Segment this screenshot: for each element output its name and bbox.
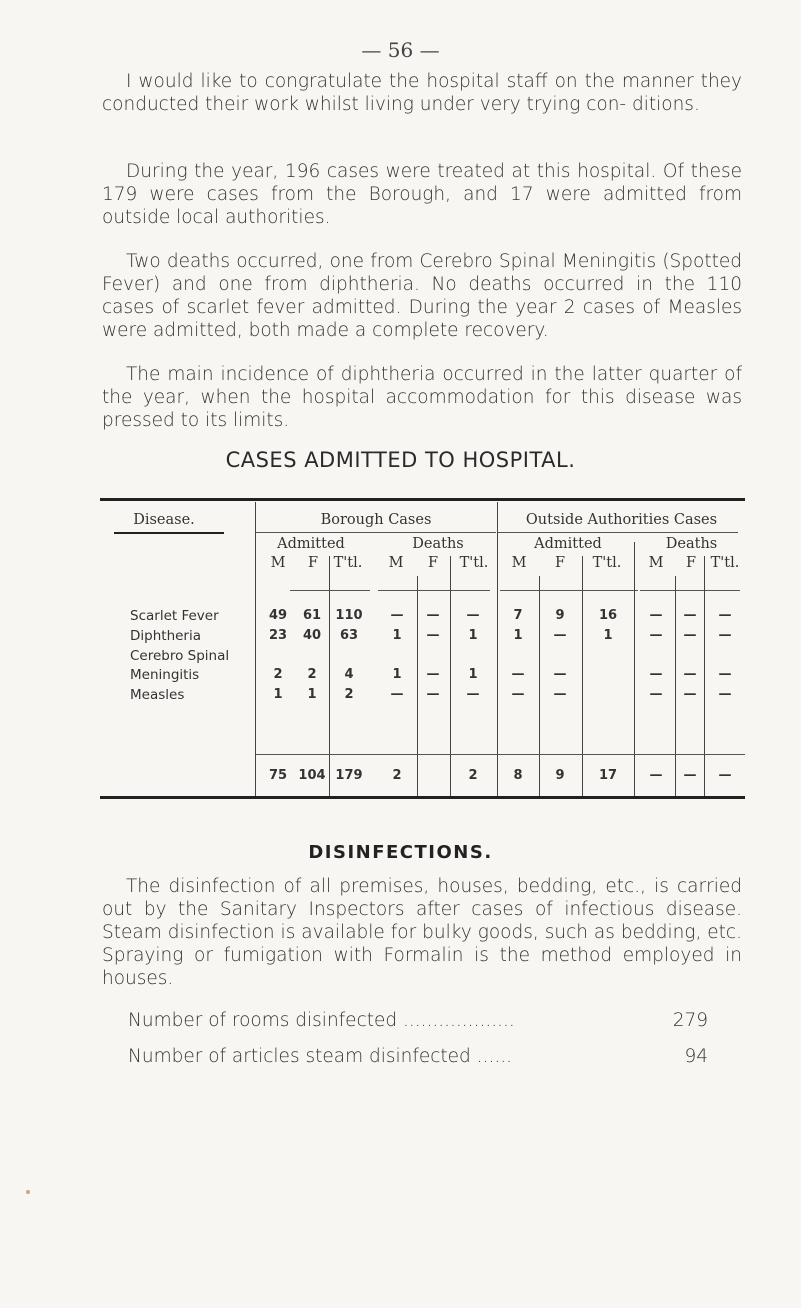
table-cell: —	[718, 667, 732, 682]
header-outside-admitted: Admitted	[534, 536, 602, 552]
cases-admitted-table	[100, 498, 745, 800]
table-cell: —	[683, 608, 697, 623]
row-label: Scarlet Fever	[130, 608, 219, 624]
table-cell: —	[718, 687, 732, 702]
table-cell: 1	[468, 667, 478, 682]
stat-label: Number of rooms disinfected ...................	[128, 1010, 515, 1031]
table-cell: —	[718, 608, 732, 623]
table-bottom-rule	[100, 796, 745, 799]
total-cell: 179	[335, 768, 363, 783]
paragraph-cases-treated: During the year, 196 cases were treated at this hospital. Of these 179 were cases from the Borough, and 17 were admitted from outside local authorities.	[102, 161, 742, 228]
row-label: Cerebro Spinal	[130, 648, 230, 664]
paper-speck	[26, 1190, 30, 1194]
table-cell: —	[426, 608, 440, 623]
header-ttl: T'tl.	[592, 555, 622, 571]
header-f: F	[307, 555, 319, 571]
header-f: F	[554, 555, 566, 571]
table-cell: 110	[335, 608, 363, 623]
table-cell: —	[426, 628, 440, 643]
header-disease: Disease.	[133, 512, 195, 528]
total-cell: 2	[468, 768, 478, 783]
table-cell: —	[718, 628, 732, 643]
header-borough-cases: Borough Cases	[320, 512, 432, 528]
header-m: M	[511, 555, 527, 571]
page-number: — 56 —	[361, 38, 440, 62]
paragraph-disinfection: The disinfection of all premises, houses, bedding, etc., is carried out by the Sanitary Inspectors after cases of infectious disease. Steam disinfection is available for bulky goods, such as bedding, etc. Spraying or fumigation with Formalin is the method employed in houses.	[102, 876, 742, 989]
total-cell: 2	[392, 768, 402, 783]
table-cell: —	[511, 687, 525, 702]
table-cell: 61	[302, 608, 322, 623]
total-cell: 75	[268, 768, 288, 783]
table-cell: 9	[555, 608, 565, 623]
table-cell: —	[466, 687, 480, 702]
table-cell: —	[683, 687, 697, 702]
table-cell: —	[466, 608, 480, 623]
header-m: M	[388, 555, 404, 571]
table-cell: 1	[307, 687, 317, 702]
table-cell: 7	[513, 608, 523, 623]
table-title: CASES ADMITTED TO HOSPITAL.	[225, 448, 576, 472]
table-cell: —	[390, 687, 404, 702]
table-cell: —	[553, 687, 567, 702]
table-cell: 1	[273, 687, 283, 702]
paragraph-diphtheria-incidence: The main incidence of diphtheria occurred in the latter quarter of the year, when the hospital accommodation for this disease was pressed to its limits.	[102, 364, 742, 431]
table-cell: 49	[268, 608, 288, 623]
table-cell: 63	[339, 628, 359, 643]
table-cell: 2	[273, 667, 283, 682]
table-cell: —	[649, 628, 663, 643]
stat-value: 279	[672, 1010, 708, 1031]
header-m: M	[648, 555, 664, 571]
header-ttl: T'tl.	[333, 555, 363, 571]
header-ttl: T'tl.	[710, 555, 740, 571]
total-cell: 8	[513, 768, 523, 783]
header-outside-deaths: Deaths	[665, 536, 718, 552]
table-cell: —	[649, 687, 663, 702]
table-top-rule	[100, 498, 745, 501]
row-label: Diphtheria	[130, 628, 202, 644]
table-cell: 40	[302, 628, 322, 643]
header-borough-admitted: Admitted	[277, 536, 345, 552]
stat-value: 94	[684, 1046, 708, 1067]
table-cell: 1	[392, 628, 402, 643]
header-outside-cases: Outside Authorities Cases	[525, 512, 718, 528]
table-cell: —	[390, 608, 404, 623]
table-cell: —	[426, 687, 440, 702]
header-f: F	[685, 555, 697, 571]
header-borough-deaths: Deaths	[412, 536, 464, 552]
header-m: M	[270, 555, 286, 571]
table-cell: 2	[307, 667, 317, 682]
row-label: Measles	[130, 687, 185, 703]
table-cell: —	[683, 628, 697, 643]
table-cell: 16	[598, 608, 618, 623]
table-cell: 23	[268, 628, 288, 643]
disinfections-heading: DISINFECTIONS.	[308, 842, 493, 863]
table-cell: 1	[392, 667, 402, 682]
row-label: Meningitis	[130, 667, 200, 683]
total-cell: 9	[555, 768, 565, 783]
table-cell: —	[649, 608, 663, 623]
table-cell: —	[426, 667, 440, 682]
total-cell: —	[683, 768, 697, 783]
total-cell: 104	[298, 768, 326, 783]
table-cell: 1	[468, 628, 478, 643]
paragraph-deaths: Two deaths occurred, one from Cerebro Spinal Meningitis (Spotted Fever) and one from diphtheria. No deaths occurred in the 110 cases of scarlet fever admitted. During the year 2 cases of Measles were admitted, both made a complete recovery.	[102, 251, 742, 341]
total-cell: 17	[598, 768, 618, 783]
table-cell: —	[683, 667, 697, 682]
table-cell: —	[649, 667, 663, 682]
paragraph-congratulations: I would like to congratulate the hospital staff on the manner they conducted their work whilst living under very trying con- ditions.	[102, 71, 742, 115]
table-cell: —	[511, 667, 525, 682]
table-cell: 4	[344, 667, 354, 682]
header-f: F	[427, 555, 439, 571]
total-cell: —	[718, 768, 732, 783]
table-cell: 1	[513, 628, 523, 643]
table-cell: —	[553, 628, 567, 643]
header-ttl: T'tl.	[459, 555, 489, 571]
table-cell: 1	[603, 628, 613, 643]
stat-label: Number of articles steam disinfected ......	[128, 1046, 512, 1067]
total-cell: —	[649, 768, 663, 783]
table-cell: —	[553, 667, 567, 682]
table-cell: 2	[344, 687, 354, 702]
